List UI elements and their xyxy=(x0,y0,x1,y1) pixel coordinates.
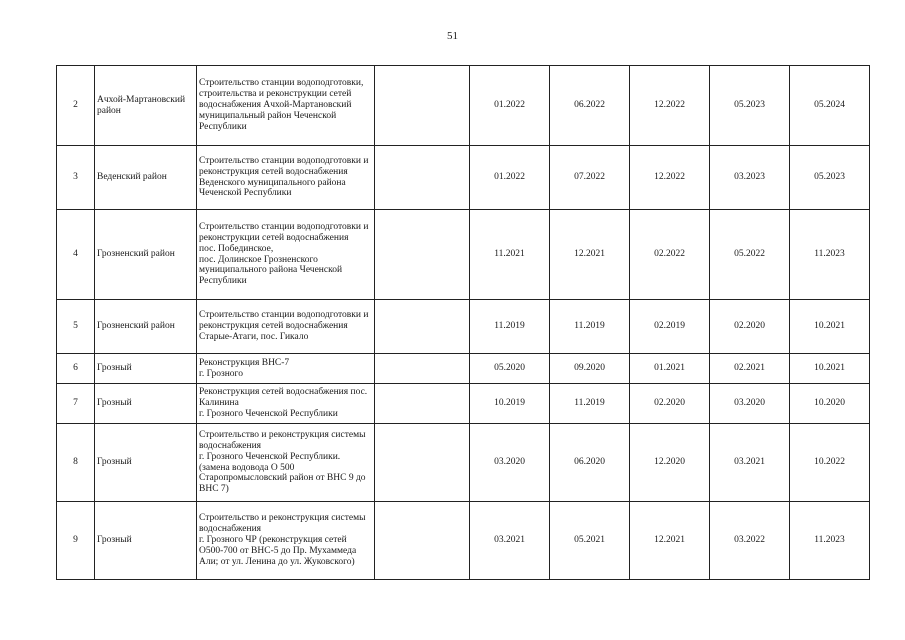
date-cell: 10.2020 xyxy=(790,384,870,424)
date-cell: 12.2022 xyxy=(630,146,710,210)
page-number: 51 xyxy=(447,30,458,42)
date-cell: 10.2019 xyxy=(470,384,550,424)
empty-cell xyxy=(375,424,470,502)
date-cell: 01.2021 xyxy=(630,354,710,384)
empty-cell xyxy=(375,66,470,146)
date-cell: 05.2021 xyxy=(550,502,630,580)
date-cell: 05.2022 xyxy=(710,210,790,300)
district-cell: Грозненский район xyxy=(95,210,197,300)
date-cell: 03.2022 xyxy=(710,502,790,580)
table-row xyxy=(57,210,870,300)
date-cell: 11.2019 xyxy=(470,300,550,354)
row-number: 5 xyxy=(57,300,95,354)
date-cell: 03.2023 xyxy=(710,146,790,210)
district-cell: Грозный xyxy=(95,424,197,502)
date-cell: 02.2019 xyxy=(630,300,710,354)
row-number: 2 xyxy=(57,66,95,146)
date-cell: 01.2022 xyxy=(470,66,550,146)
date-cell: 06.2020 xyxy=(550,424,630,502)
date-cell: 11.2021 xyxy=(470,210,550,300)
table-row xyxy=(57,384,870,424)
date-cell: 11.2019 xyxy=(550,300,630,354)
date-cell: 02.2020 xyxy=(630,384,710,424)
date-cell: 05.2023 xyxy=(710,66,790,146)
row-number: 4 xyxy=(57,210,95,300)
date-cell: 02.2020 xyxy=(710,300,790,354)
table-row xyxy=(57,66,870,146)
empty-cell xyxy=(375,210,470,300)
date-cell: 03.2021 xyxy=(470,502,550,580)
date-cell: 11.2019 xyxy=(550,384,630,424)
date-cell: 05.2020 xyxy=(470,354,550,384)
date-cell: 02.2021 xyxy=(710,354,790,384)
date-cell: 03.2020 xyxy=(710,384,790,424)
date-cell: 05.2023 xyxy=(790,146,870,210)
description-cell: Строительство и реконструкция системы водоснабжения г. Грозного Чеченской Республики. (замена водовода О 500 Старопромысловский район от ВНС 9 до ВНС 7) xyxy=(197,424,375,502)
construction-schedule-table xyxy=(56,65,870,580)
date-cell: 05.2024 xyxy=(790,66,870,146)
date-cell: 12.2021 xyxy=(550,210,630,300)
empty-cell xyxy=(375,146,470,210)
empty-cell xyxy=(375,502,470,580)
description-cell: Реконструкция ВНС-7 г. Грозного xyxy=(197,354,375,384)
row-number: 3 xyxy=(57,146,95,210)
date-cell: 09.2020 xyxy=(550,354,630,384)
description-cell: Реконструкция сетей водоснабжения пос. Калинина г. Грозного Чеченской Республики xyxy=(197,384,375,424)
district-cell: Ачхой-Мартановский район xyxy=(95,66,197,146)
date-cell: 01.2022 xyxy=(470,146,550,210)
date-cell: 07.2022 xyxy=(550,146,630,210)
district-cell: Грозный xyxy=(95,384,197,424)
date-cell: 11.2023 xyxy=(790,502,870,580)
table-row xyxy=(57,424,870,502)
row-number: 9 xyxy=(57,502,95,580)
date-cell: 12.2020 xyxy=(630,424,710,502)
description-cell: Строительство и реконструкция системы водоснабжения г. Грозного ЧР (реконструкция сетей О500-700 от ВНС-5 до Пр. Мухаммеда Али; от ул. Ленина до ул. Жуковского) xyxy=(197,502,375,580)
row-number: 8 xyxy=(57,424,95,502)
date-cell: 11.2023 xyxy=(790,210,870,300)
row-number: 6 xyxy=(57,354,95,384)
table-row xyxy=(57,502,870,580)
date-cell: 10.2022 xyxy=(790,424,870,502)
date-cell: 10.2021 xyxy=(790,354,870,384)
empty-cell xyxy=(375,354,470,384)
table-row xyxy=(57,300,870,354)
date-cell: 02.2022 xyxy=(630,210,710,300)
date-cell: 03.2020 xyxy=(470,424,550,502)
district-cell: Грозный xyxy=(95,502,197,580)
district-cell: Грозный xyxy=(95,354,197,384)
date-cell: 12.2022 xyxy=(630,66,710,146)
row-number: 7 xyxy=(57,384,95,424)
district-cell: Грозненский район xyxy=(95,300,197,354)
date-cell: 06.2022 xyxy=(550,66,630,146)
empty-cell xyxy=(375,384,470,424)
description-cell: Строительство станции водоподготовки, строительства и реконструкции сетей водоснабжения Ачхой-Мартановский муниципальный район Чеченской Республики xyxy=(197,66,375,146)
date-cell: 12.2021 xyxy=(630,502,710,580)
description-cell: Строительство станции водоподготовки и реконструкция сетей водоснабжения Веденского муниципального района Чеченской Республики xyxy=(197,146,375,210)
description-cell: Строительство станции водоподготовки и реконструкции сетей водоснабжения пос. Побединское, пос. Долинское Грозненского муниципального района Чеченской Республики xyxy=(197,210,375,300)
date-cell: 03.2021 xyxy=(710,424,790,502)
table-row xyxy=(57,354,870,384)
date-cell: 10.2021 xyxy=(790,300,870,354)
empty-cell xyxy=(375,300,470,354)
table-row xyxy=(57,146,870,210)
district-cell: Веденский район xyxy=(95,146,197,210)
description-cell: Строительство станции водоподготовки и реконструкция сетей водоснабжения Старые-Атаги, пос. Гикало xyxy=(197,300,375,354)
